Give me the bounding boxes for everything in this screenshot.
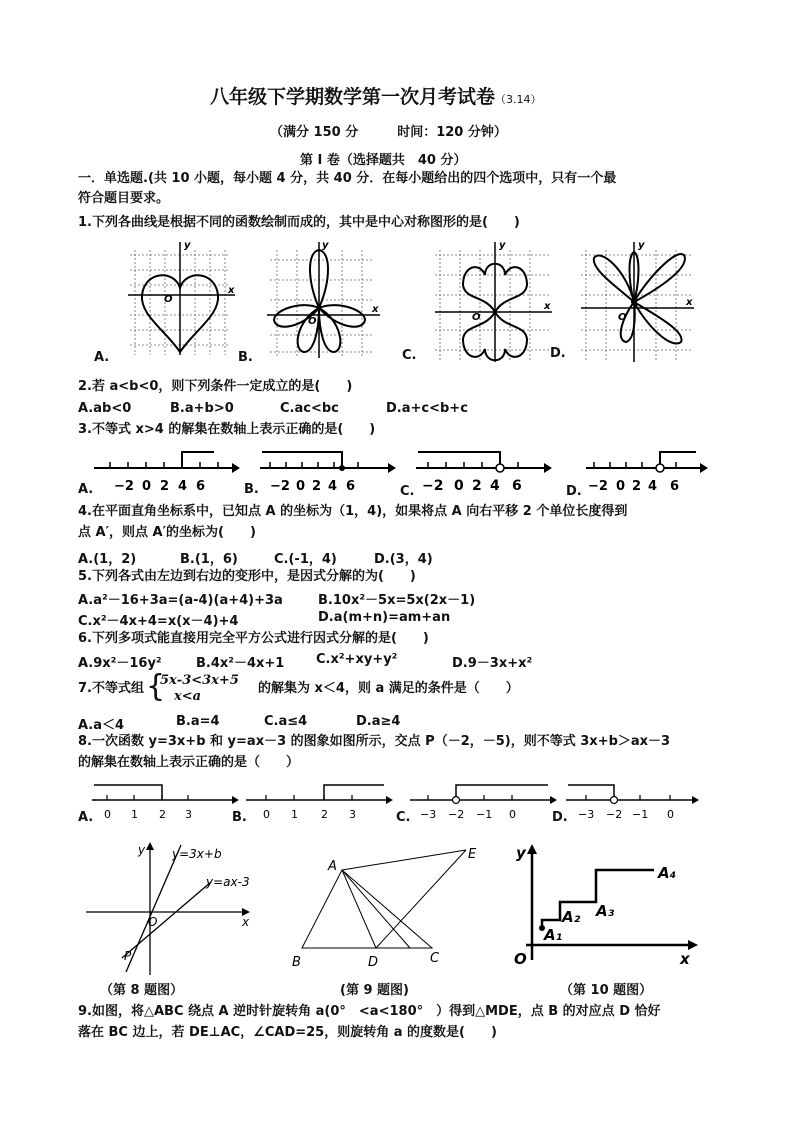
q2-text: 2.若 a<b<0，则下列条件一定成立的是( ) bbox=[78, 379, 353, 394]
svg-text:−2: −2 bbox=[606, 808, 623, 821]
svg-text:4: 4 bbox=[328, 479, 338, 494]
svg-text:−2: −2 bbox=[448, 808, 465, 821]
svg-text:−1: −1 bbox=[632, 808, 649, 821]
q6-option-c[interactable]: C.x²+xy+y² bbox=[316, 652, 398, 667]
q5-text: 5.下列各式由左边到右边的变形中，是因式分解的为( ) bbox=[78, 569, 416, 584]
svg-text:y: y bbox=[138, 843, 146, 857]
svg-text:4: 4 bbox=[490, 478, 500, 494]
svg-text:y: y bbox=[322, 240, 329, 251]
exam-title: 八年级下学期数学第一次月考试卷 bbox=[210, 86, 496, 108]
svg-text:x: x bbox=[242, 915, 250, 929]
q8-option-b[interactable]: B. bbox=[232, 810, 247, 825]
svg-text:1: 1 bbox=[291, 808, 298, 821]
q6-text: 6.下列多项式能直接用完全平方公式进行因式分解的是( ) bbox=[78, 631, 429, 646]
svg-text:O: O bbox=[164, 294, 173, 305]
q3-numberline-d bbox=[584, 448, 714, 494]
exam-date: （3.14） bbox=[495, 93, 542, 106]
q6-option-d[interactable]: D.9－3x+x² bbox=[452, 656, 533, 671]
q2-option-c[interactable]: C.ac<bc bbox=[280, 401, 339, 416]
svg-text:0: 0 bbox=[296, 479, 306, 494]
q8-line2: 的解集在数轴上表示正确的是（ ） bbox=[78, 755, 300, 770]
svg-text:O: O bbox=[472, 312, 481, 323]
svg-text:B: B bbox=[292, 955, 301, 970]
svg-text:6: 6 bbox=[512, 478, 522, 494]
svg-text:2: 2 bbox=[472, 478, 482, 494]
q3-numberline-c bbox=[414, 448, 554, 494]
q7-prefix: 7.不等式组 bbox=[78, 681, 144, 696]
q7-row1: 5x‑3<3x+5 bbox=[160, 673, 239, 688]
q8-option-c[interactable]: C. bbox=[396, 810, 411, 825]
svg-text:−2: −2 bbox=[114, 479, 134, 494]
svg-text:−3: −3 bbox=[420, 808, 437, 821]
q8-numberline-a bbox=[92, 782, 242, 822]
q8-line1: 8.一次函数 y=3x+b 和 y=ax－3 的图象如图所示，交点 P（－2，－5)，则不等式 3x+b＞ax－3 bbox=[78, 734, 671, 749]
q9-line2: 落在 BC 边上，若 DE⊥AC，∠CAD=25，则旋转角 a 的度数是( ) bbox=[78, 1025, 497, 1040]
q6-option-a[interactable]: A.9x²－16y² bbox=[78, 656, 162, 671]
svg-text:0: 0 bbox=[454, 478, 464, 494]
svg-text:6: 6 bbox=[670, 479, 680, 494]
svg-text:2: 2 bbox=[159, 808, 166, 821]
svg-text:A₁: A₁ bbox=[544, 926, 563, 944]
svg-text:−2: −2 bbox=[270, 479, 290, 494]
q6-option-b[interactable]: B.4x²－4x+1 bbox=[196, 656, 285, 671]
svg-text:y=ax-3: y=ax-3 bbox=[206, 875, 250, 889]
q1-graph-a bbox=[120, 240, 240, 360]
figure-8-caption: （第 8 题图） bbox=[100, 983, 184, 998]
svg-text:A: A bbox=[328, 859, 337, 874]
svg-text:x: x bbox=[228, 285, 235, 296]
svg-text:3: 3 bbox=[185, 808, 192, 821]
intro-line1: 一．单选题.(共 10 小题，每小题 4 分，共 40 分．在每小题给出的四个选项中，只有一个最 bbox=[78, 171, 617, 186]
q8-numberline-c bbox=[410, 782, 560, 822]
q2-option-d[interactable]: D.a+c<b+c bbox=[386, 401, 468, 416]
svg-text:0: 0 bbox=[509, 808, 516, 821]
figure-10-caption: （第 10 题图） bbox=[560, 983, 653, 998]
q1-graph-c bbox=[430, 240, 555, 365]
svg-text:1: 1 bbox=[131, 808, 138, 821]
q3-option-b[interactable]: B. bbox=[244, 482, 259, 497]
svg-text:O: O bbox=[308, 316, 317, 327]
q4-line1: 4.在平面直角坐标系中，已知点 A 的坐标为（1，4)，如果将点 A 向右平移 2 个单位长度得到 bbox=[78, 504, 628, 519]
svg-text:A₃: A₃ bbox=[596, 902, 615, 920]
svg-text:2: 2 bbox=[312, 479, 322, 494]
svg-text:x: x bbox=[544, 301, 551, 312]
q3-text: 3.不等式 x>4 的解集在数轴上表示正确的是( ) bbox=[78, 422, 376, 437]
svg-text:E: E bbox=[468, 847, 477, 862]
figure-9-triangle bbox=[290, 840, 490, 980]
svg-text:y: y bbox=[638, 240, 645, 251]
svg-text:2: 2 bbox=[160, 479, 170, 494]
svg-text:0: 0 bbox=[263, 808, 270, 821]
svg-text:A₂: A₂ bbox=[562, 908, 581, 926]
svg-text:y: y bbox=[499, 240, 506, 251]
svg-text:x: x bbox=[686, 297, 693, 308]
svg-text:O: O bbox=[618, 312, 627, 323]
q7-option-d[interactable]: D.a≥4 bbox=[356, 714, 401, 729]
q1-option-b[interactable]: B. bbox=[238, 350, 253, 365]
q5-option-b[interactable]: B.10x²－5x=5x(2x－1) bbox=[318, 593, 476, 608]
svg-text:−2: −2 bbox=[588, 479, 608, 494]
figure-10-staircase bbox=[512, 840, 702, 970]
svg-text:y: y bbox=[184, 240, 191, 251]
q7-suffix: 的解集为 x＜4，则 a 满足的条件是（ ） bbox=[258, 681, 519, 696]
svg-text:4: 4 bbox=[648, 479, 658, 494]
q7-brace: { bbox=[146, 669, 166, 704]
q1-graph-b bbox=[262, 240, 382, 365]
svg-text:x: x bbox=[680, 950, 690, 968]
figure-9-caption: (第 9 题图) bbox=[340, 983, 409, 998]
svg-text:O: O bbox=[148, 915, 158, 929]
svg-text:−1: −1 bbox=[476, 808, 493, 821]
q5-option-a[interactable]: A.a²－16+3a=(a-4)(a+4)+3a bbox=[78, 593, 283, 608]
svg-text:0: 0 bbox=[616, 479, 626, 494]
q2-option-b[interactable]: B.a+b>0 bbox=[170, 401, 234, 416]
q5-option-d[interactable]: D.a(m+n)=am+an bbox=[318, 610, 451, 625]
q3-numberline-b bbox=[258, 448, 398, 494]
q3-option-c[interactable]: C. bbox=[400, 484, 415, 499]
svg-text:2: 2 bbox=[632, 479, 642, 494]
svg-text:P: P bbox=[124, 949, 132, 963]
intro-line2: 符合题目要求。 bbox=[78, 191, 170, 206]
q8-option-a[interactable]: A. bbox=[78, 810, 94, 825]
q7-option-c[interactable]: C.a≤4 bbox=[264, 714, 308, 729]
q4-option-a[interactable]: A.(1，2) bbox=[78, 552, 137, 567]
q8-numberline-b bbox=[246, 782, 396, 822]
q3-option-d[interactable]: D. bbox=[566, 484, 582, 499]
svg-text:6: 6 bbox=[196, 479, 206, 494]
q8-numberline-d bbox=[566, 782, 706, 822]
exam-info: （满分 150 分 时间：120 分钟） bbox=[270, 125, 507, 140]
q4-option-d[interactable]: D.(3，4) bbox=[374, 552, 433, 567]
q7-row2: x<a bbox=[174, 689, 202, 704]
svg-text:6: 6 bbox=[346, 479, 356, 494]
svg-text:O: O bbox=[514, 950, 527, 968]
svg-text:3: 3 bbox=[349, 808, 356, 821]
q3-option-a[interactable]: A. bbox=[78, 482, 94, 497]
q3-numberline-a bbox=[92, 448, 242, 494]
svg-text:2: 2 bbox=[321, 808, 328, 821]
svg-text:y: y bbox=[516, 844, 526, 862]
q4-option-c[interactable]: C.(-1，4) bbox=[274, 552, 337, 567]
figure-8-graph bbox=[86, 840, 266, 980]
q5-option-c[interactable]: C.x²－4x+4=x(x－4)+4 bbox=[78, 614, 239, 629]
q2-option-a[interactable]: A.ab<0 bbox=[78, 401, 132, 416]
svg-text:C: C bbox=[430, 951, 440, 966]
q1-option-d[interactable]: D. bbox=[550, 346, 566, 361]
svg-text:−2: −2 bbox=[422, 478, 444, 494]
q8-option-d[interactable]: D. bbox=[552, 810, 568, 825]
svg-text:y=3x+b: y=3x+b bbox=[172, 847, 222, 861]
svg-text:4: 4 bbox=[178, 479, 188, 494]
svg-text:x: x bbox=[372, 304, 379, 315]
q4-line2: 点 A′，则点 A′的坐标为( ) bbox=[78, 525, 256, 540]
svg-text:−3: −3 bbox=[578, 808, 595, 821]
q1-graph-d bbox=[576, 240, 696, 365]
q1-text: 1.下列各曲线是根据不同的函数绘制而成的，其中是中心对称图形的是( ) bbox=[78, 215, 520, 230]
q1-option-c[interactable]: C. bbox=[402, 348, 417, 363]
svg-text:D: D bbox=[368, 955, 379, 970]
q7-option-a[interactable]: A.a＜4 bbox=[78, 718, 125, 733]
page-title bbox=[210, 88, 542, 109]
q9-line1: 9.如图，将△ABC 绕点 A 逆时针旋转角 a(0° <a<180° ）得到△MDE，点 B 的对应点 D 恰好 bbox=[78, 1004, 661, 1019]
svg-text:0: 0 bbox=[104, 808, 111, 821]
svg-text:A₄: A₄ bbox=[658, 864, 677, 882]
q1-option-a[interactable]: A. bbox=[94, 350, 110, 365]
svg-text:0: 0 bbox=[667, 808, 674, 821]
q4-option-b[interactable]: B.(1，6) bbox=[180, 552, 238, 567]
svg-text:0: 0 bbox=[142, 479, 152, 494]
q7-option-b[interactable]: B.a=4 bbox=[176, 714, 220, 729]
section-title: 第 I 卷（选择题共 40 分） bbox=[300, 153, 467, 168]
